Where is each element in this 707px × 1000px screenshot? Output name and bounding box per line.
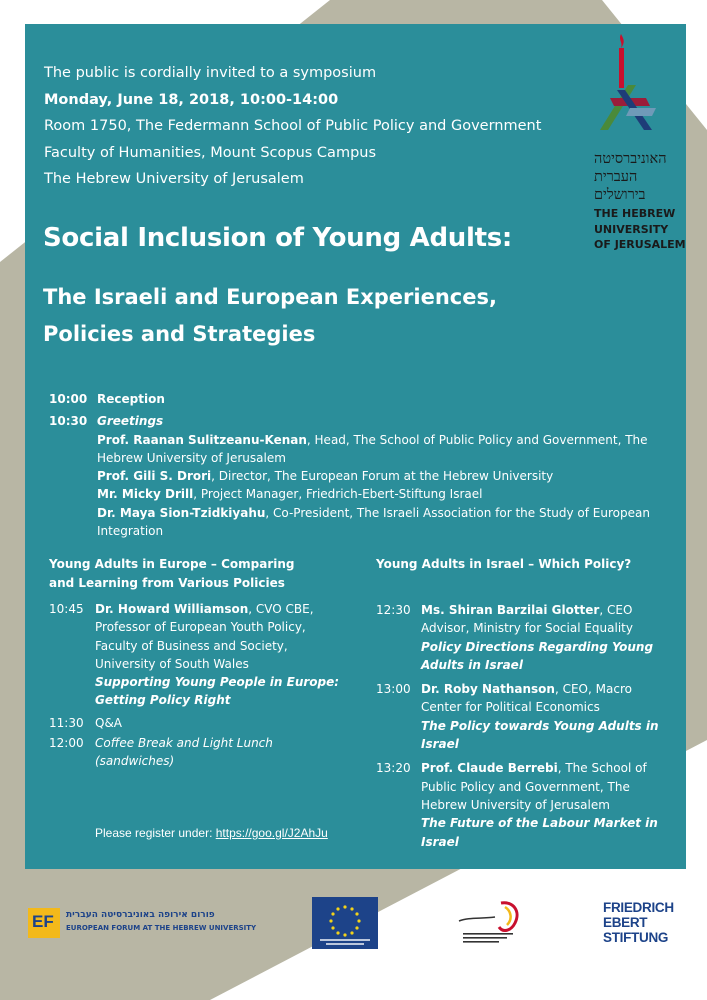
greeter-name: Prof. Gili S. Drori — [97, 469, 212, 484]
greeter-row — [49, 467, 659, 485]
logo-english-line-2: UNIVERSITY — [594, 222, 669, 236]
talk-speaker: Ms. Shiran Barzilai Glotter — [421, 603, 600, 617]
event-date: Monday, June 18, 2018, 10:00-14:00 — [44, 91, 339, 108]
greeter-name: Mr. Micky Drill — [97, 487, 194, 502]
europe-session-heading: Young Adults in Europe – Comparing and Learning from Various Policies — [49, 557, 295, 590]
greeter-role: , Co-President, The Israeli Association for the Study of European Integration — [97, 505, 650, 539]
program-label: Reception — [97, 392, 165, 406]
talk-speaker: Prof. Claude Berrebi — [421, 761, 558, 776]
program-label: Q&A — [95, 715, 123, 730]
talk-entry — [49, 600, 349, 710]
european-forum-logo — [28, 908, 257, 938]
talk-time: 12:30 — [376, 603, 411, 617]
talk-entry — [376, 759, 671, 850]
greeter-row — [49, 431, 659, 468]
israel-session-heading: Young Adults in Israel – Which Policy? — [376, 557, 632, 571]
talk-entry — [376, 601, 671, 674]
fes-line-3: STIFTUNG — [603, 930, 669, 945]
ef-english-name: EUROPEAN FORUM AT THE HEBREW UNIVERSITY — [66, 924, 257, 932]
program-row — [49, 412, 659, 430]
greeter-role: , Head, The School of Public Policy and Government, The Hebrew University of Jerusalem — [97, 432, 648, 465]
talk-time: 10:45 — [49, 602, 84, 616]
ef-hebrew-name: פורום אירופה באוניברסיטה העברית — [66, 910, 215, 920]
talk-title: The Future of the Labour Market in Israel — [421, 816, 658, 849]
main-title: Social Inclusion of Young Adults: — [43, 223, 513, 253]
opening-program — [49, 390, 659, 540]
talk-time: 13:00 — [376, 682, 411, 697]
greeter-row — [49, 485, 659, 503]
program-time: 11:30 — [49, 715, 84, 730]
greeter-name: Prof. Raanan Sulitzeanu-Kenan — [97, 432, 307, 447]
registration-line — [95, 826, 328, 840]
program-label: Coffee Break and Light Lunch (sandwiches) — [95, 736, 273, 769]
registration-link[interactable]: https://goo.gl/J2AhJu — [215, 826, 328, 840]
greeter-role: , Project Manager, Friedrich-Ebert-Stiftung Israel — [193, 487, 483, 502]
logo-hebrew-line-3: בירושלים — [594, 187, 646, 203]
program-row — [49, 734, 349, 771]
ef-mark: EF — [32, 912, 54, 931]
event-university: The Hebrew University of Jerusalem — [44, 171, 304, 187]
registration-label: Please register under: — [95, 826, 216, 840]
israel-session — [376, 601, 676, 851]
program-row — [49, 390, 659, 408]
invitation-line: The public is cordially invited to a symposium — [44, 65, 377, 81]
program-label: Greetings — [97, 414, 164, 429]
fes-line-1: FRIEDRICH — [603, 900, 674, 915]
program-row — [49, 714, 349, 732]
talk-affiliation: , CEO, Macro Center for Political Economics — [421, 682, 632, 715]
program-time: 12:00 — [49, 736, 84, 751]
talk-entry — [376, 680, 671, 753]
federmann-school-logo — [455, 897, 535, 949]
talk-title: Policy Directions Regarding Young Adults in Israel — [421, 639, 654, 672]
greeter-role: , Director, The European Forum at the Hebrew University — [211, 469, 554, 484]
eu-flag-logo — [312, 897, 378, 949]
event-faculty: Faculty of Humanities, Mount Scopus Campus — [44, 144, 377, 161]
talk-affiliation: , CVO CBE, Professor of European Youth Policy, Faculty of Business and Society, University of South Wales — [95, 602, 314, 671]
talk-speaker: Dr. Howard Williamson — [95, 602, 249, 616]
logo-hebrew-line-1: האוניברסיטה — [594, 151, 667, 167]
talk-affiliation: , The School of Public Policy and Government, The Hebrew University of Jerusalem — [421, 761, 647, 812]
event-room: Room 1750, The Federmann School of Public Policy and Government — [44, 118, 542, 134]
talk-speaker: Dr. Roby Nathanson — [421, 682, 555, 697]
invitation-block — [44, 60, 541, 193]
fes-line-2: EBERT — [603, 915, 648, 930]
greeter-name: Dr. Maya Sion-Tzidkiyahu — [97, 505, 266, 520]
talk-title: Supporting Young People in Europe: Getting Policy Right — [95, 675, 340, 708]
hebrew-university-emblem — [590, 30, 660, 140]
fes-logo — [603, 900, 674, 945]
hebrew-university-wordmark — [594, 150, 686, 253]
program-time: 10:00 — [49, 392, 88, 406]
europe-session — [49, 600, 349, 771]
talk-time: 13:20 — [376, 761, 411, 776]
logo-english-line-1: THE HEBREW — [594, 207, 676, 220]
logo-hebrew-line-2: העברית — [594, 169, 638, 185]
program-time: 10:30 — [49, 414, 88, 429]
talk-title: The Policy towards Young Adults in Israel — [421, 718, 659, 752]
greeter-row — [49, 504, 659, 541]
subtitle: The Israeli and European Experiences, Policies and Strategies — [43, 285, 497, 346]
eu-flag-field — [312, 897, 378, 949]
logo-english-line-3: OF JERUSALEM — [594, 238, 686, 251]
talk-affiliation: , CEO Advisor, Ministry for Social Equality — [421, 603, 633, 636]
